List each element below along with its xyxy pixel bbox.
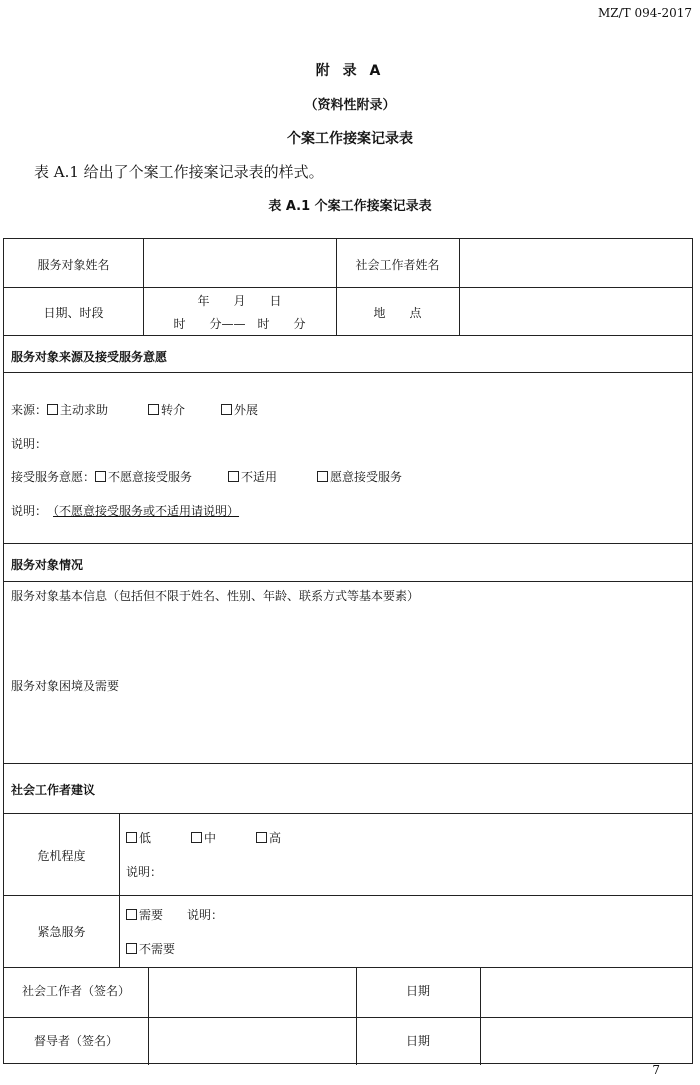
section-advice-title: 社会工作者建议 [11, 783, 96, 797]
place-label: 地 点 [373, 306, 422, 320]
time-line: 时 分—— 时 分 [173, 317, 306, 331]
option-urgent-no[interactable]: 不需要 [126, 940, 175, 957]
date-line: 年 月 日 [197, 294, 282, 308]
willing-note-label: 说明： [11, 504, 48, 518]
supervisor-sign-field[interactable] [149, 1019, 356, 1063]
checkbox-icon [126, 909, 137, 920]
option-not-applicable[interactable]: 不适用 [228, 470, 277, 484]
date2-field[interactable] [481, 1019, 691, 1063]
client-name-field[interactable] [144, 241, 336, 285]
option-crisis-low[interactable]: 低 [126, 831, 151, 845]
supervisor-sign-label: 督导者（签名） [33, 1034, 118, 1048]
source-note-label: 说明： [11, 437, 48, 451]
urgent-label: 紧急服务 [37, 925, 86, 939]
checkbox-icon [191, 832, 202, 843]
option-urgent-need[interactable]: 需要 [126, 908, 163, 922]
page-number: 7 [652, 1063, 660, 1077]
section-source-title: 服务对象来源及接受服务意愿 [11, 350, 168, 364]
checkbox-icon [221, 404, 232, 415]
date1-field[interactable] [481, 969, 691, 1015]
worker-name-label: 社会工作者姓名 [355, 258, 440, 272]
crisis-note-label: 说明： [126, 865, 163, 879]
option-self-help[interactable]: 主动求助 [47, 403, 108, 417]
checkbox-icon [148, 404, 159, 415]
appendix-type: （资料性附录） [304, 98, 396, 113]
option-unwilling[interactable]: 不愿意接受服务 [95, 470, 192, 484]
willing-label: 接受服务意愿： [11, 470, 96, 484]
date-label: 日期、时段 [43, 306, 104, 320]
checkbox-icon [126, 943, 137, 954]
crisis-options [126, 829, 281, 846]
client-name-label: 服务对象姓名 [37, 258, 110, 272]
appendix-title: 附 录 A [315, 63, 385, 79]
checkbox-icon [317, 471, 328, 482]
source-row [11, 401, 258, 418]
urgent-need-row [126, 906, 223, 923]
option-referral[interactable]: 转介 [148, 403, 185, 417]
date2-label: 日期 [405, 1034, 430, 1048]
checkbox-icon [228, 471, 239, 482]
record-table [3, 238, 693, 1064]
willing-row [11, 468, 402, 485]
option-crisis-mid[interactable]: 中 [191, 831, 216, 845]
worker-sign-field[interactable] [149, 969, 356, 1015]
form-title: 个案工作接案记录表 [287, 131, 413, 147]
standard-code: MZ/T 094-2017 [598, 6, 692, 20]
table-caption: 表 A.1 个案工作接案记录表 [268, 199, 432, 214]
option-willing[interactable]: 愿意接受服务 [317, 470, 402, 484]
client-difficulty: 服务对象困境及需要 [11, 679, 120, 693]
option-outreach[interactable]: 外展 [221, 403, 258, 417]
source-label: 来源： [11, 403, 48, 417]
intro-text: 表 A.1 给出了个案工作接案记录表的样式。 [34, 163, 324, 181]
willing-note-hint[interactable]: （不愿意接受服务或不适用请说明） [53, 504, 240, 518]
willing-note-row [11, 502, 239, 519]
crisis-label: 危机程度 [37, 849, 86, 863]
checkbox-icon [126, 832, 137, 843]
worker-name-field[interactable] [460, 241, 690, 285]
checkbox-icon [95, 471, 106, 482]
checkbox-icon [47, 404, 58, 415]
section-client-title: 服务对象情况 [11, 558, 84, 572]
option-crisis-high[interactable]: 高 [256, 831, 281, 845]
worker-sign-label: 社会工作者（签名） [21, 984, 130, 998]
urgent-note-label: 说明： [187, 908, 224, 922]
client-basic-info: 服务对象基本信息（包括但不限于姓名、性别、年龄、联系方式等基本要素） [11, 589, 420, 603]
date1-label: 日期 [405, 984, 430, 998]
checkbox-icon [256, 832, 267, 843]
place-field[interactable] [460, 289, 690, 333]
